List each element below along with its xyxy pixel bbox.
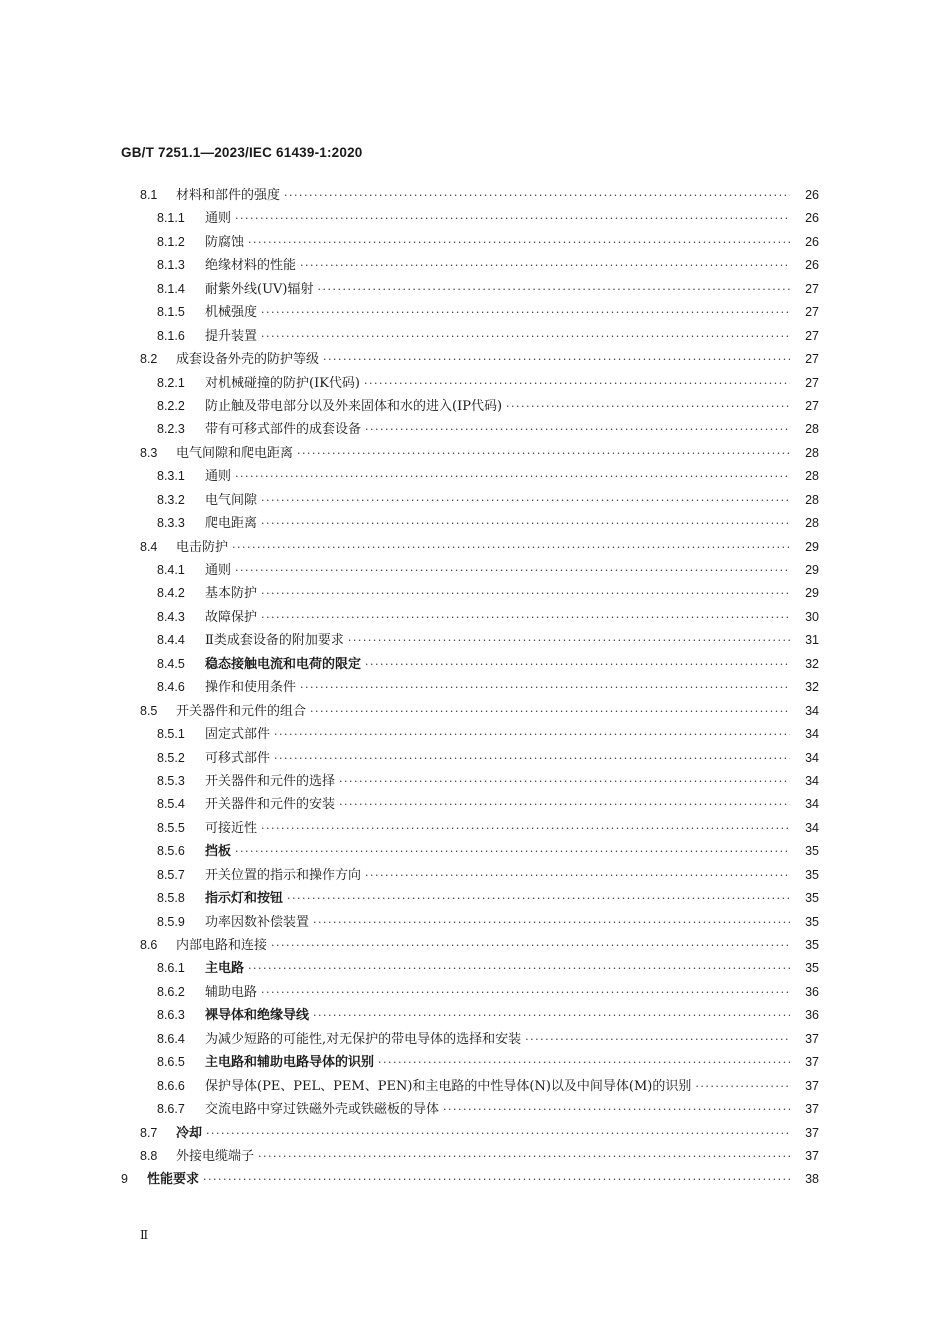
- dot-leader: [261, 325, 790, 348]
- dot-leader: [310, 700, 790, 723]
- dot-leader: [248, 231, 790, 254]
- toc-entry-title: 开关位置的指示和操作方向: [205, 867, 362, 883]
- dot-leader: [235, 840, 790, 863]
- toc-entry-page: 38: [805, 1172, 819, 1187]
- dot-leader: [339, 793, 790, 816]
- toc-entry-number: 8.4.4: [157, 633, 185, 648]
- dot-leader: [365, 418, 790, 441]
- toc-entry-number: 8.5.4: [157, 797, 185, 812]
- toc-entry-title: 稳态接触电流和电荷的限定: [205, 656, 362, 672]
- toc-entry-title: 对机械碰撞的防护(IK代码): [205, 375, 360, 391]
- toc-entry[interactable]: [0, 231, 950, 254]
- toc-entry-number: 8.4.5: [157, 656, 185, 671]
- toc-entry[interactable]: [0, 1145, 950, 1168]
- table-of-contents: [0, 184, 950, 1192]
- toc-entry[interactable]: [0, 700, 950, 723]
- toc-entry-number: 8.6.3: [157, 1008, 185, 1023]
- toc-entry-title: 防止触及带电部分以及外来固体和水的进入(IP代码): [205, 398, 503, 414]
- toc-entry-page: 30: [805, 609, 819, 624]
- toc-entry-page: 37: [805, 1055, 819, 1070]
- toc-entry-number: 8.1.5: [157, 305, 185, 320]
- dot-leader: [365, 653, 790, 676]
- toc-entry[interactable]: [0, 1122, 950, 1145]
- dot-leader: [235, 559, 790, 582]
- toc-entry[interactable]: [0, 793, 950, 816]
- toc-entry-number: 8.1: [140, 188, 158, 202]
- dot-leader: [323, 348, 790, 371]
- toc-entry[interactable]: [0, 911, 950, 934]
- toc-entry-page: 27: [805, 375, 819, 390]
- toc-entry-title: 开关器件和元件的组合: [176, 703, 307, 719]
- toc-entry-number: 8.7: [140, 1125, 158, 1140]
- toc-entry-title: 电击防护: [176, 539, 229, 555]
- toc-entry[interactable]: [0, 1004, 950, 1027]
- dot-leader: [339, 770, 790, 793]
- toc-entry-page: 35: [805, 844, 819, 859]
- dot-leader: [261, 817, 790, 840]
- toc-entry[interactable]: [0, 207, 950, 230]
- toc-entry-title: 成套设备外壳的防护等级: [176, 352, 320, 368]
- toc-entry-page: 37: [805, 1148, 819, 1163]
- toc-entry-title: 通则: [205, 211, 232, 227]
- toc-entry-page: 32: [805, 680, 819, 695]
- toc-entry-number: 8.6.2: [157, 984, 185, 999]
- toc-entry-title: 爬电距离: [205, 516, 258, 532]
- toc-entry-number: 8.3.1: [157, 469, 185, 484]
- toc-entry-number: 8.2: [140, 352, 158, 367]
- toc-entry-page: 35: [805, 891, 819, 906]
- toc-entry[interactable]: [0, 676, 950, 699]
- toc-entry-title: 基本防护: [205, 586, 258, 602]
- toc-entry[interactable]: [0, 934, 950, 957]
- toc-entry-number: 8.5.2: [157, 750, 185, 765]
- toc-entry-page: 28: [805, 516, 819, 531]
- toc-entry-page: 27: [805, 398, 819, 413]
- toc-entry[interactable]: [0, 325, 950, 348]
- toc-entry-title: 指示灯和按钮: [205, 891, 284, 907]
- dot-leader: [271, 934, 790, 957]
- toc-entry-number: 8.1.4: [157, 281, 185, 296]
- toc-entry[interactable]: [0, 840, 950, 863]
- toc-entry-page: 28: [805, 445, 819, 460]
- toc-entry-number: 8.5.6: [157, 844, 185, 859]
- dot-leader: [348, 629, 790, 652]
- toc-entry-page: 26: [805, 258, 819, 273]
- toc-entry[interactable]: [0, 723, 950, 746]
- dot-leader: [235, 207, 790, 230]
- toc-entry-number: 8.6.5: [157, 1055, 185, 1070]
- toc-entry-title: 开关器件和元件的安装: [205, 797, 336, 813]
- toc-entry[interactable]: [0, 559, 950, 582]
- toc-entry-number: 8.4.6: [157, 680, 185, 695]
- toc-entry-page: 27: [805, 352, 819, 367]
- document-id-header: GB/T 7251.1—2023/IEC 61439-1:2020: [121, 145, 363, 160]
- dot-leader: [261, 301, 790, 324]
- toc-entry-title: 功率因数补偿装置: [205, 914, 310, 930]
- toc-entry-title: 绝缘材料的性能: [205, 258, 297, 274]
- toc-entry[interactable]: [0, 489, 950, 512]
- toc-entry-number: 8.4: [140, 539, 158, 554]
- dot-leader: [695, 1075, 790, 1098]
- toc-entry-number: 8.6.7: [157, 1102, 185, 1117]
- toc-entry-page: 29: [805, 586, 819, 601]
- toc-entry[interactable]: [0, 1168, 950, 1191]
- toc-entry-number: 8.5.3: [157, 773, 185, 788]
- toc-entry-number: 8.1.6: [157, 328, 185, 343]
- toc-entry-page: 26: [805, 234, 819, 249]
- toc-entry-page: 32: [805, 656, 819, 671]
- toc-entry-number: 8.2.1: [157, 375, 185, 390]
- toc-entry[interactable]: [0, 184, 950, 207]
- toc-entry-page: 36: [805, 1008, 819, 1023]
- dot-leader: [318, 278, 791, 301]
- dot-leader: [300, 254, 790, 277]
- toc-entry[interactable]: [0, 582, 950, 605]
- toc-entry-number: 8.4.2: [157, 586, 185, 601]
- toc-entry-number: 8.5: [140, 703, 158, 718]
- toc-entry-page: 28: [805, 469, 819, 484]
- toc-entry-page: 34: [805, 703, 819, 718]
- toc-entry-title: 可移式部件: [205, 750, 271, 766]
- toc-entry[interactable]: [0, 817, 950, 840]
- toc-entry[interactable]: [0, 747, 950, 770]
- toc-entry-page: 37: [805, 1125, 819, 1140]
- toc-entry[interactable]: [0, 395, 950, 418]
- dot-leader: [235, 465, 790, 488]
- toc-entry-number: 8.1.2: [157, 234, 185, 249]
- toc-entry[interactable]: [0, 957, 950, 980]
- toc-entry-number: 8.8: [140, 1148, 158, 1163]
- toc-entry-number: 8.5.1: [157, 727, 185, 742]
- toc-entry-page: 34: [805, 797, 819, 812]
- toc-entry-title: 通则: [205, 469, 232, 485]
- toc-entry-title: 保护导体(PE、PEL、PEM、PEN)和主电路的中性导体(N)以及中间导体(M)的识别: [205, 1078, 692, 1094]
- toc-entry-number: 8.3.2: [157, 492, 185, 507]
- toc-entry-title: 性能要求: [147, 1172, 200, 1188]
- toc-entry-page: 26: [805, 211, 819, 226]
- toc-entry-number: 8.6: [140, 938, 158, 952]
- toc-entry-page: 27: [805, 281, 819, 296]
- toc-entry-page: 29: [805, 563, 819, 577]
- toc-entry-title: 固定式部件: [205, 727, 271, 743]
- toc-entry-page: 27: [805, 305, 819, 320]
- toc-entry[interactable]: [0, 348, 950, 371]
- toc-entry-title: 带有可移式部件的成套设备: [205, 422, 362, 438]
- toc-entry[interactable]: [0, 278, 950, 301]
- toc-entry-number: 8.5.7: [157, 867, 185, 882]
- toc-entry-page: 35: [805, 867, 819, 882]
- dot-leader: [274, 747, 790, 770]
- dot-leader: [274, 723, 790, 746]
- dot-leader: [203, 1168, 790, 1191]
- toc-entry-number: 8.6.4: [157, 1031, 185, 1046]
- toc-entry[interactable]: [0, 442, 950, 465]
- toc-entry-page: 37: [805, 1102, 819, 1117]
- dot-leader: [297, 442, 790, 465]
- toc-entry-title: Ⅱ类成套设备的附加要求: [205, 633, 344, 649]
- toc-entry-page: 35: [805, 961, 819, 976]
- toc-entry[interactable]: [0, 1098, 950, 1121]
- dot-leader: [261, 582, 790, 605]
- toc-entry-title: 为减少短路的可能性,对无保护的带电导体的选择和安装: [205, 1031, 522, 1047]
- toc-entry-title: 故障保护: [205, 609, 258, 625]
- toc-entry-number: 8.4.3: [157, 609, 185, 624]
- toc-entry-number: 8.1.3: [157, 258, 185, 273]
- toc-entry[interactable]: [0, 512, 950, 535]
- page-number-footer: Ⅱ: [140, 1228, 149, 1242]
- dot-leader: [300, 676, 790, 699]
- toc-entry-title: 电气间隙: [205, 492, 258, 508]
- toc-entry-number: 8.5.9: [157, 914, 185, 929]
- toc-entry-number: 9: [121, 1172, 128, 1187]
- toc-entry-number: 8.3: [140, 445, 158, 460]
- toc-entry[interactable]: [0, 1028, 950, 1051]
- toc-entry-number: 8.2.3: [157, 422, 185, 437]
- toc-entry-title: 裸导体和绝缘导线: [205, 1008, 310, 1024]
- toc-entry-title: 主电路和辅助电路导体的识别: [205, 1055, 375, 1071]
- toc-entry-page: 31: [805, 633, 819, 648]
- toc-entry[interactable]: [0, 418, 950, 441]
- toc-entry-number: 8.5.5: [157, 820, 185, 835]
- dot-leader: [313, 1004, 790, 1027]
- dot-leader: [506, 395, 790, 418]
- toc-entry-page: 27: [805, 328, 819, 343]
- toc-entry-number: 8.3.3: [157, 516, 185, 531]
- toc-entry-title: 可接近性: [205, 820, 258, 836]
- toc-entry-title: 主电路: [205, 961, 245, 977]
- dot-leader: [313, 911, 790, 934]
- toc-entry-title: 操作和使用条件: [205, 680, 297, 696]
- dot-leader: [443, 1098, 790, 1121]
- toc-entry-title: 通则: [205, 563, 232, 578]
- toc-entry[interactable]: [0, 254, 950, 277]
- toc-entry-page: 37: [805, 1078, 819, 1093]
- toc-entry-title: 开关器件和元件的选择: [205, 773, 336, 789]
- toc-entry-page: 34: [805, 750, 819, 765]
- toc-entry[interactable]: [0, 1051, 950, 1074]
- toc-entry[interactable]: [0, 887, 950, 910]
- dot-leader: [261, 606, 790, 629]
- toc-entry-page: 28: [805, 492, 819, 507]
- toc-entry[interactable]: [0, 1075, 950, 1098]
- toc-entry-title: 耐紫外线(UV)辐射: [205, 281, 314, 297]
- toc-entry-title: 电气间隙和爬电距离: [176, 445, 294, 461]
- toc-entry-title: 内部电路和连接: [176, 938, 268, 953]
- toc-entry-page: 35: [805, 914, 819, 929]
- toc-entry[interactable]: [0, 770, 950, 793]
- dot-leader: [525, 1028, 790, 1051]
- toc-entry-number: 8.4.1: [157, 563, 185, 577]
- toc-entry-title: 机械强度: [205, 305, 258, 321]
- dot-leader: [364, 372, 790, 395]
- toc-entry[interactable]: [0, 536, 950, 559]
- toc-entry-page: 35: [805, 938, 819, 952]
- toc-entry[interactable]: [0, 981, 950, 1004]
- toc-entry-page: 34: [805, 773, 819, 788]
- toc-entry-page: 34: [805, 820, 819, 835]
- toc-entry-title: 外接电缆端子: [176, 1148, 255, 1164]
- toc-entry[interactable]: [0, 372, 950, 395]
- toc-entry-title: 挡板: [205, 844, 232, 860]
- dot-leader: [378, 1051, 790, 1074]
- dot-leader: [261, 489, 790, 512]
- toc-entry-number: 8.1.1: [157, 211, 185, 226]
- dot-leader: [258, 1145, 790, 1168]
- toc-entry-number: 8.6.6: [157, 1078, 185, 1093]
- toc-entry-page: 36: [805, 984, 819, 999]
- toc-entry[interactable]: [0, 629, 950, 652]
- toc-entry[interactable]: [0, 606, 950, 629]
- toc-entry-title: 提升装置: [205, 328, 258, 344]
- toc-entry[interactable]: [0, 653, 950, 676]
- dot-leader: [261, 981, 790, 1004]
- toc-entry-title: 交流电路中穿过铁磁外壳或铁磁板的导体: [205, 1102, 440, 1118]
- toc-entry-title: 防腐蚀: [205, 234, 245, 250]
- toc-entry-title: 冷却: [176, 1125, 203, 1141]
- dot-leader: [365, 864, 790, 887]
- toc-entry-number: 8.6.1: [157, 961, 185, 976]
- toc-entry-page: 28: [805, 422, 819, 437]
- toc-entry[interactable]: [0, 301, 950, 324]
- toc-entry-title: 材料和部件的强度: [176, 188, 281, 203]
- dot-leader: [284, 184, 790, 207]
- toc-entry-page: 34: [805, 727, 819, 742]
- toc-entry-title: 辅助电路: [205, 984, 258, 1000]
- toc-entry[interactable]: [0, 465, 950, 488]
- dot-leader: [206, 1122, 790, 1145]
- dot-leader: [232, 536, 790, 559]
- toc-entry[interactable]: [0, 864, 950, 887]
- toc-entry-number: 8.5.8: [157, 891, 185, 906]
- dot-leader: [248, 957, 790, 980]
- dot-leader: [287, 887, 790, 910]
- toc-entry-page: 37: [805, 1031, 819, 1046]
- toc-entry-number: 8.2.2: [157, 398, 185, 413]
- dot-leader: [261, 512, 790, 535]
- toc-entry-page: 29: [805, 539, 819, 554]
- toc-entry-page: 26: [805, 188, 819, 202]
